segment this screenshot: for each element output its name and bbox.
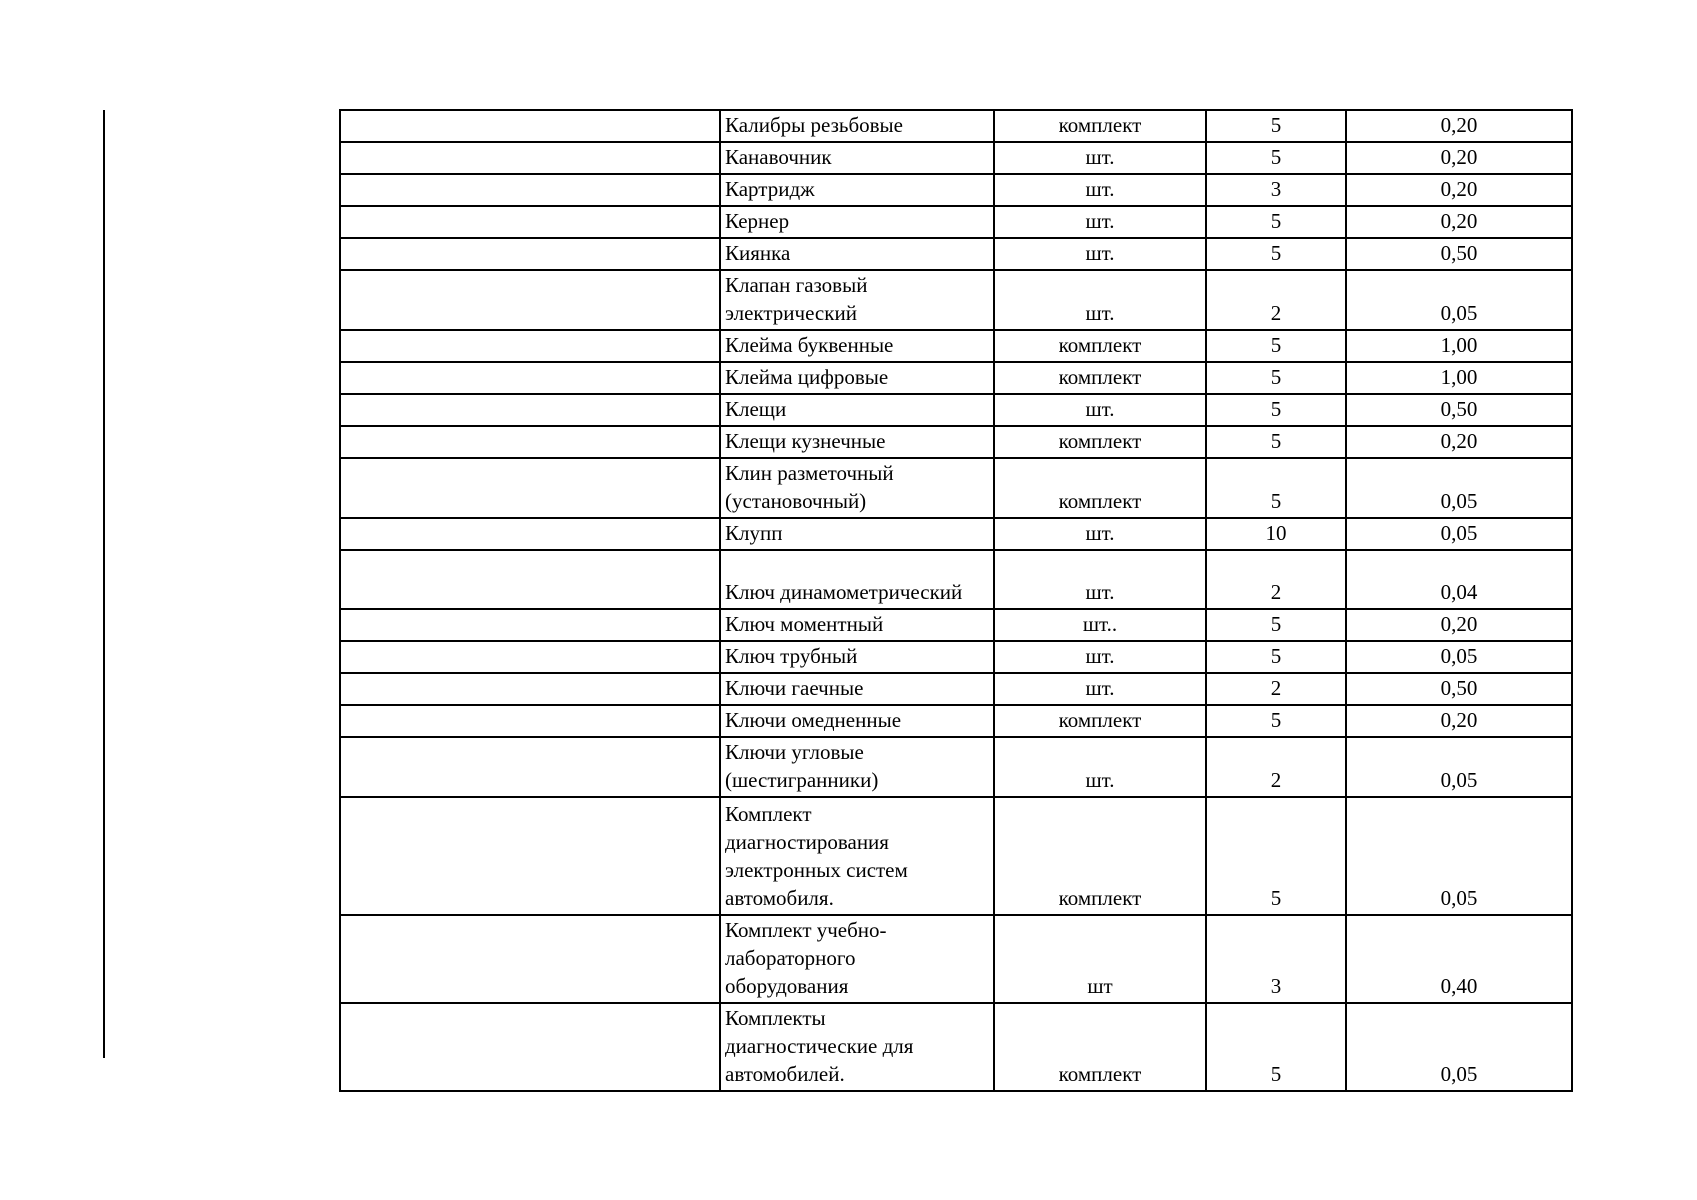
- table-row: [340, 238, 1572, 270]
- quantity-cell: 10: [1206, 518, 1346, 550]
- quantity-cell: 5: [1206, 238, 1346, 270]
- quantity-cell: 5: [1206, 394, 1346, 426]
- quantity-cell: 2: [1206, 270, 1346, 330]
- blank-cell: [340, 426, 720, 458]
- unit-cell: комплект: [994, 330, 1206, 362]
- quantity-cell: 2: [1206, 737, 1346, 797]
- blank-cell: [340, 1003, 720, 1091]
- norm-cell: 0,20: [1346, 705, 1572, 737]
- item-name-cell: Картридж: [720, 174, 994, 206]
- blank-cell: [340, 394, 720, 426]
- quantity-cell: 5: [1206, 206, 1346, 238]
- item-name-cell: Клин разметочный (установочный): [720, 458, 994, 518]
- unit-cell: шт.: [994, 737, 1206, 797]
- unit-cell: шт.: [994, 142, 1206, 174]
- norm-cell: 0,20: [1346, 426, 1572, 458]
- blank-cell: [340, 270, 720, 330]
- table-row: [340, 609, 1572, 641]
- item-name-cell: Комплекты диагностические для автомобилей.: [720, 1003, 994, 1091]
- norm-cell: 0,40: [1346, 915, 1572, 1003]
- norm-cell: 0,50: [1346, 238, 1572, 270]
- blank-cell: [340, 362, 720, 394]
- norm-cell: 0,20: [1346, 174, 1572, 206]
- table-row: [340, 458, 1572, 518]
- quantity-cell: 5: [1206, 142, 1346, 174]
- item-name-cell: Ключ моментный: [720, 609, 994, 641]
- table-row: [340, 206, 1572, 238]
- quantity-cell: 5: [1206, 1003, 1346, 1091]
- quantity-cell: 5: [1206, 330, 1346, 362]
- quantity-cell: 5: [1206, 458, 1346, 518]
- quantity-cell: 5: [1206, 705, 1346, 737]
- item-name-cell: Клейма буквенные: [720, 330, 994, 362]
- blank-cell: [340, 518, 720, 550]
- quantity-cell: 5: [1206, 609, 1346, 641]
- norm-cell: 0,05: [1346, 518, 1572, 550]
- table-row: [340, 797, 1572, 915]
- unit-cell: шт.: [994, 174, 1206, 206]
- norm-cell: 0,50: [1346, 394, 1572, 426]
- unit-cell: шт.: [994, 550, 1206, 609]
- unit-cell: комплект: [994, 1003, 1206, 1091]
- unit-cell: комплект: [994, 458, 1206, 518]
- table-row: [340, 641, 1572, 673]
- unit-cell: комплект: [994, 705, 1206, 737]
- item-name-cell: Калибры резьбовые: [720, 110, 994, 142]
- page-margin-line: [103, 110, 105, 1058]
- table-row: [340, 737, 1572, 797]
- item-name-cell: Киянка: [720, 238, 994, 270]
- blank-cell: [340, 609, 720, 641]
- table-row: [340, 270, 1572, 330]
- blank-cell: [340, 737, 720, 797]
- norm-cell: 1,00: [1346, 330, 1572, 362]
- blank-cell: [340, 110, 720, 142]
- quantity-cell: 2: [1206, 673, 1346, 705]
- unit-cell: шт.: [994, 394, 1206, 426]
- item-name-cell: Ключ трубный: [720, 641, 994, 673]
- norm-cell: 0,20: [1346, 206, 1572, 238]
- unit-cell: шт.: [994, 206, 1206, 238]
- blank-cell: [340, 458, 720, 518]
- equipment-table: [339, 109, 1573, 1092]
- blank-cell: [340, 206, 720, 238]
- table-row: [340, 110, 1572, 142]
- item-name-cell: Комплект учебно- лабораторного оборудования: [720, 915, 994, 1003]
- norm-cell: 0,04: [1346, 550, 1572, 609]
- blank-cell: [340, 915, 720, 1003]
- item-name-cell: Канавочник: [720, 142, 994, 174]
- blank-cell: [340, 797, 720, 915]
- norm-cell: 0,05: [1346, 797, 1572, 915]
- unit-cell: комплект: [994, 426, 1206, 458]
- table-row: [340, 362, 1572, 394]
- unit-cell: шт.: [994, 270, 1206, 330]
- item-name-cell: Комплект диагностирования электронных систем автомобиля.: [720, 797, 994, 915]
- table-row: [340, 673, 1572, 705]
- unit-cell: шт.: [994, 673, 1206, 705]
- unit-cell: комплект: [994, 797, 1206, 915]
- table-row: [340, 518, 1572, 550]
- unit-cell: шт.: [994, 518, 1206, 550]
- norm-cell: 0,20: [1346, 609, 1572, 641]
- blank-cell: [340, 330, 720, 362]
- item-name-cell: Ключ динамометрический: [720, 550, 994, 609]
- table-row: [340, 330, 1572, 362]
- item-name-cell: Клещи кузнечные: [720, 426, 994, 458]
- item-name-cell: Кернер: [720, 206, 994, 238]
- blank-cell: [340, 142, 720, 174]
- item-name-cell: Клейма цифровые: [720, 362, 994, 394]
- table-row: [340, 394, 1572, 426]
- norm-cell: 0,50: [1346, 673, 1572, 705]
- blank-cell: [340, 174, 720, 206]
- item-name-cell: Клупп: [720, 518, 994, 550]
- norm-cell: 1,00: [1346, 362, 1572, 394]
- quantity-cell: 5: [1206, 426, 1346, 458]
- norm-cell: 0,05: [1346, 458, 1572, 518]
- norm-cell: 0,05: [1346, 270, 1572, 330]
- unit-cell: комплект: [994, 110, 1206, 142]
- table-row: [340, 705, 1572, 737]
- norm-cell: 0,05: [1346, 1003, 1572, 1091]
- table-row: [340, 174, 1572, 206]
- quantity-cell: 5: [1206, 641, 1346, 673]
- table-row: [340, 1003, 1572, 1091]
- item-name-cell: Ключи омедненные: [720, 705, 994, 737]
- norm-cell: 0,05: [1346, 641, 1572, 673]
- unit-cell: шт.: [994, 238, 1206, 270]
- norm-cell: 0,20: [1346, 110, 1572, 142]
- quantity-cell: 5: [1206, 797, 1346, 915]
- blank-cell: [340, 550, 720, 609]
- item-name-cell: Ключи угловые (шестигранники): [720, 737, 994, 797]
- blank-cell: [340, 641, 720, 673]
- norm-cell: 0,20: [1346, 142, 1572, 174]
- quantity-cell: 2: [1206, 550, 1346, 609]
- norm-cell: 0,05: [1346, 737, 1572, 797]
- table-row: [340, 550, 1572, 609]
- unit-cell: шт.: [994, 641, 1206, 673]
- item-name-cell: Клапан газовый электрический: [720, 270, 994, 330]
- quantity-cell: 3: [1206, 174, 1346, 206]
- table-row: [340, 142, 1572, 174]
- blank-cell: [340, 238, 720, 270]
- unit-cell: шт: [994, 915, 1206, 1003]
- quantity-cell: 3: [1206, 915, 1346, 1003]
- quantity-cell: 5: [1206, 110, 1346, 142]
- item-name-cell: Клещи: [720, 394, 994, 426]
- unit-cell: комплект: [994, 362, 1206, 394]
- blank-cell: [340, 673, 720, 705]
- unit-cell: шт..: [994, 609, 1206, 641]
- blank-cell: [340, 705, 720, 737]
- table-row: [340, 426, 1572, 458]
- quantity-cell: 5: [1206, 362, 1346, 394]
- table-row: [340, 915, 1572, 1003]
- item-name-cell: Ключи гаечные: [720, 673, 994, 705]
